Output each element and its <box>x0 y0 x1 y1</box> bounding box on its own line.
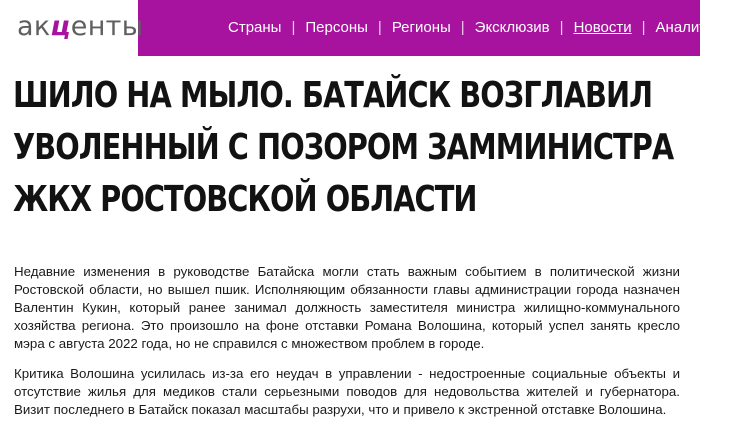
nav-item-news[interactable] <box>564 18 646 38</box>
main-nav <box>218 18 755 38</box>
nav-item-label: Страны <box>228 19 282 36</box>
article-paragraph: Критика Волошина усилилась из-за его неудач в управлении - недостроенные социальные объекты и отсутствие жилья для медиков стали серьезными поводов для недовольства жителей и губернатора. Визит последнего в Батайск показал масштабы разрухи, что и привело к экстренной отставке Волошина. <box>14 366 680 417</box>
article-paragraph: Недавние изменения в руководстве Батайска могли стать важным событием в политической жизни Ростовской области, но вышел пшик. Исполняющим обязанности главы администрации города назначен Валентин Кукин, который ранее занимал должность заместителя министра жилищно-коммунального хозяйства региона. Это произошло на фоне отставки Романа Волошина, который успел занять кресло мэра с августа 2022 года, но не справился с множеством проблем в городе. <box>14 264 680 351</box>
nav-item-label: Аналитическ <box>655 19 745 36</box>
nav-item-regions[interactable] <box>382 18 465 38</box>
site-logo[interactable] <box>0 0 144 56</box>
logo-wordmark <box>17 11 143 43</box>
nav-item-countries[interactable] <box>218 18 295 38</box>
nav-separator: | <box>559 19 564 36</box>
article-body <box>14 263 680 431</box>
nav-item-exclusive[interactable] <box>465 18 564 38</box>
logo-text-right: енты <box>70 11 144 42</box>
logo-accent-letter: ц <box>50 11 71 42</box>
article-headline: ШИЛО НА МЫЛО. БАТАЙСК ВОЗГЛАВИЛ УВОЛЕННЫЙ С ПОЗОРОМ ЗАММИНИСТРА ЖКХ РОСТОВСКОЙ ОБЛАСТИ <box>13 75 674 220</box>
nav-item-persons[interactable] <box>295 18 381 38</box>
nav-item-label: Персоны <box>305 19 368 36</box>
nav-item-label: Регионы <box>391 19 451 36</box>
logo-text-left: ак <box>17 11 51 42</box>
nav-item-analytics[interactable] <box>646 18 755 38</box>
nav-separator: | <box>641 19 646 36</box>
nav-separator: | <box>291 19 296 36</box>
nav-item-label: Эксклюзив <box>474 19 550 36</box>
nav-separator: | <box>377 19 382 36</box>
top-navigation-bar <box>0 0 745 56</box>
nav-separator: | <box>460 19 465 36</box>
nav-item-label: Новости <box>573 19 632 36</box>
